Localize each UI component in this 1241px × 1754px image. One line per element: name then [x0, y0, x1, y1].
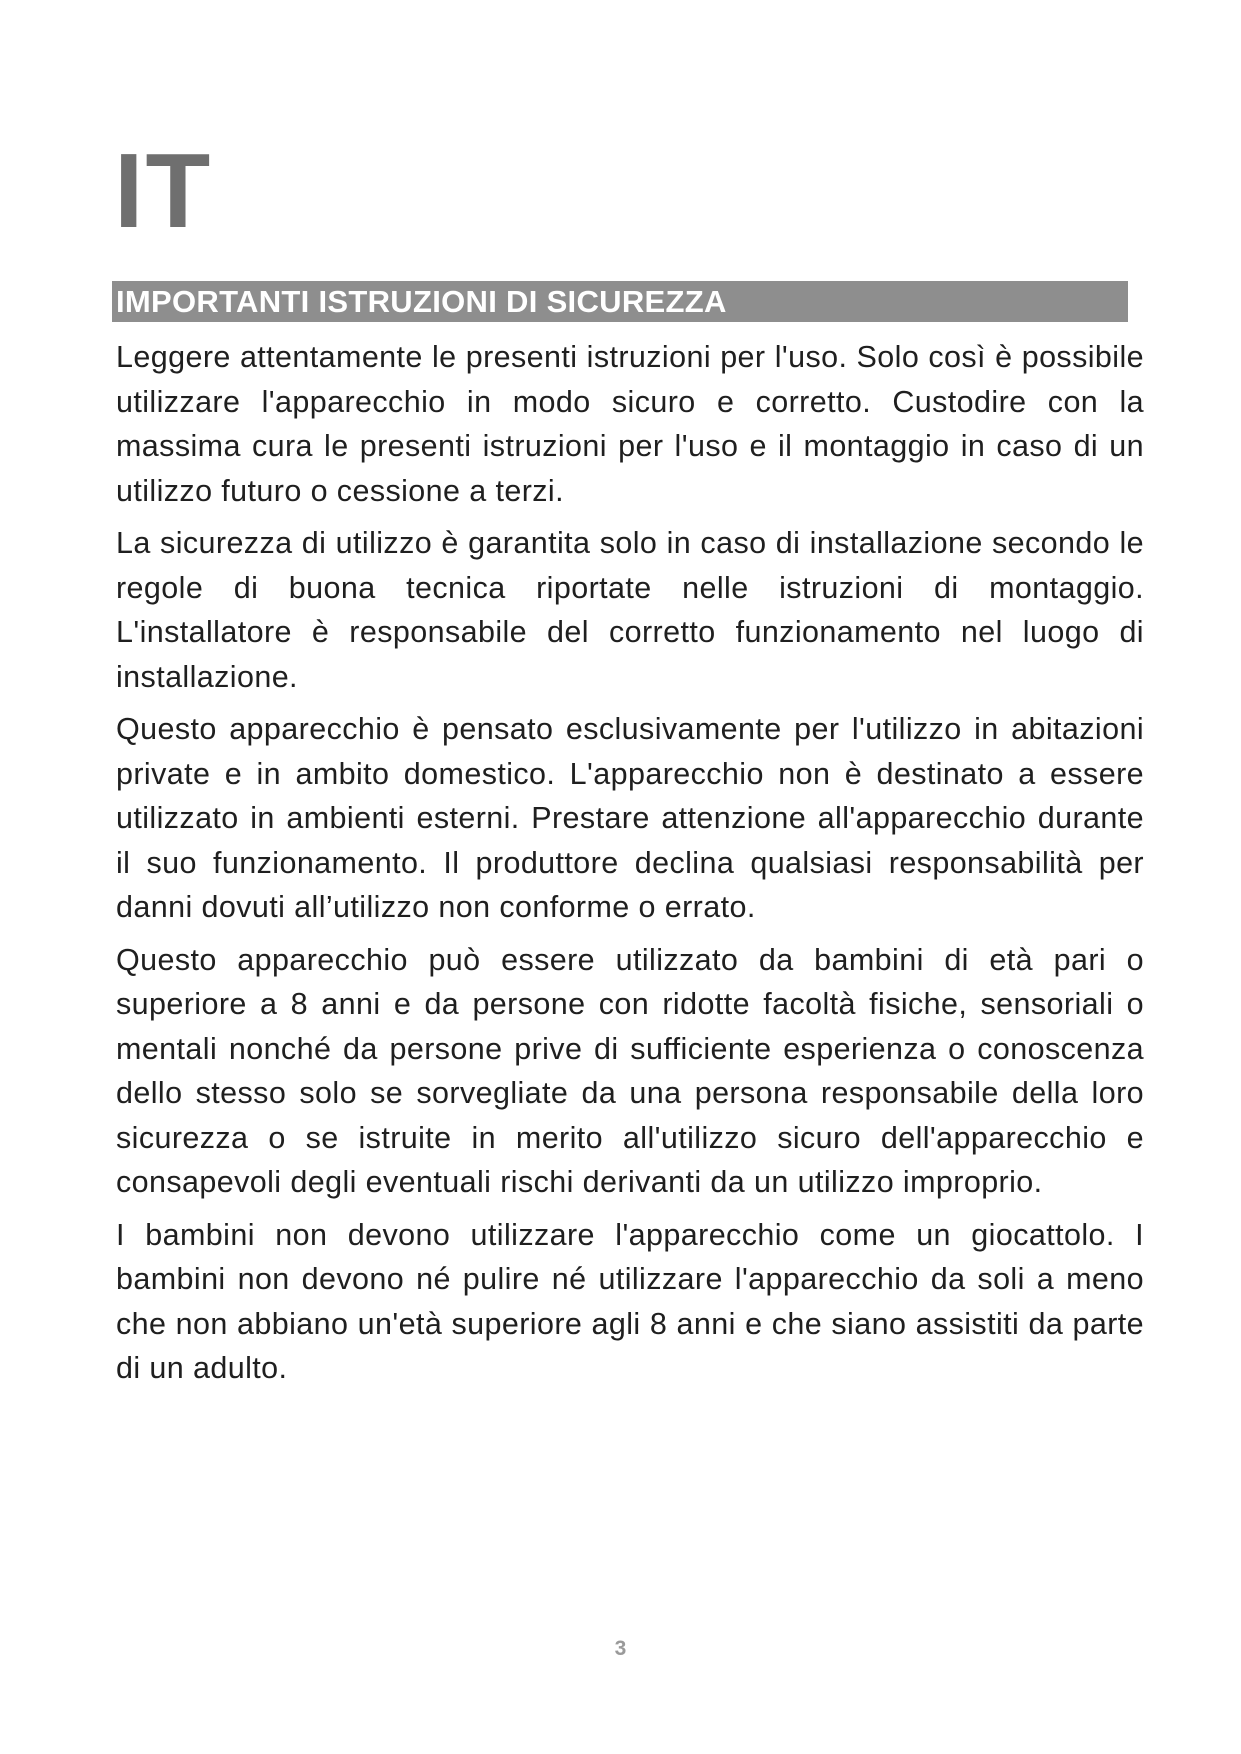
paragraph-installation-safety: La sicurezza di utilizzo è garantita solo in caso di installazione secondo le regole di buona tecnica riportate nelle istruzioni di montaggio. L'installatore è responsabile del corretto funzionamento nel luogo di installazione. [116, 526, 1144, 694]
paragraph-intended-use: Questo apparecchio è pensato esclusivamente per l'utilizzo in abitazioni private e in ambito domestico. L'apparecchio non è destinato a essere utilizzato in ambienti esterni. Prestare attenzione all'apparecchio durante il suo funzionamento. Il produttore declina qualsiasi responsabilità per danni dovuti all’utilizzo non conforme o errato. [116, 712, 1144, 924]
body-text [116, 335, 1144, 1399]
page-number: 3 [614, 1637, 627, 1660]
paragraph-reading-instructions: Leggere attentamente le presenti istruzioni per l'uso. Solo così è possibile utilizzare l'apparecchio in modo sicuro e corretto. Custodire con la massima cura le presenti istruzioni per l'uso e il montaggio in caso di un utilizzo futuro o cessione a terzi. [116, 340, 1144, 508]
paragraph-children-and-persons: Questo apparecchio può essere utilizzato da bambini di età pari o superiore a 8 anni e da persone con ridotte facoltà fisiche, sensoriali o mentali nonché da persone prive di sufficiente esperienza o conoscenza dello stesso solo se sorvegliate da una persona responsabile della loro sicurezza o se istruite in merito all'utilizzo sicuro dell'apparecchio e consapevoli degli eventuali rischi derivanti da un utilizzo improprio. [116, 942, 1144, 1199]
paragraph-children-play: I bambini non devono utilizzare l'apparecchio come un giocattolo. I bambini non devono né pulire né utilizzare l'apparecchio da soli a meno che non abbiano un'età superiore agli 8 anni e che siano assistiti da parte di un adulto. [116, 1217, 1144, 1385]
language-code-heading: IT [114, 132, 213, 250]
section-title-banner [112, 281, 1128, 322]
section-title: IMPORTANTI ISTRUZIONI DI SICUREZZA [116, 284, 727, 319]
